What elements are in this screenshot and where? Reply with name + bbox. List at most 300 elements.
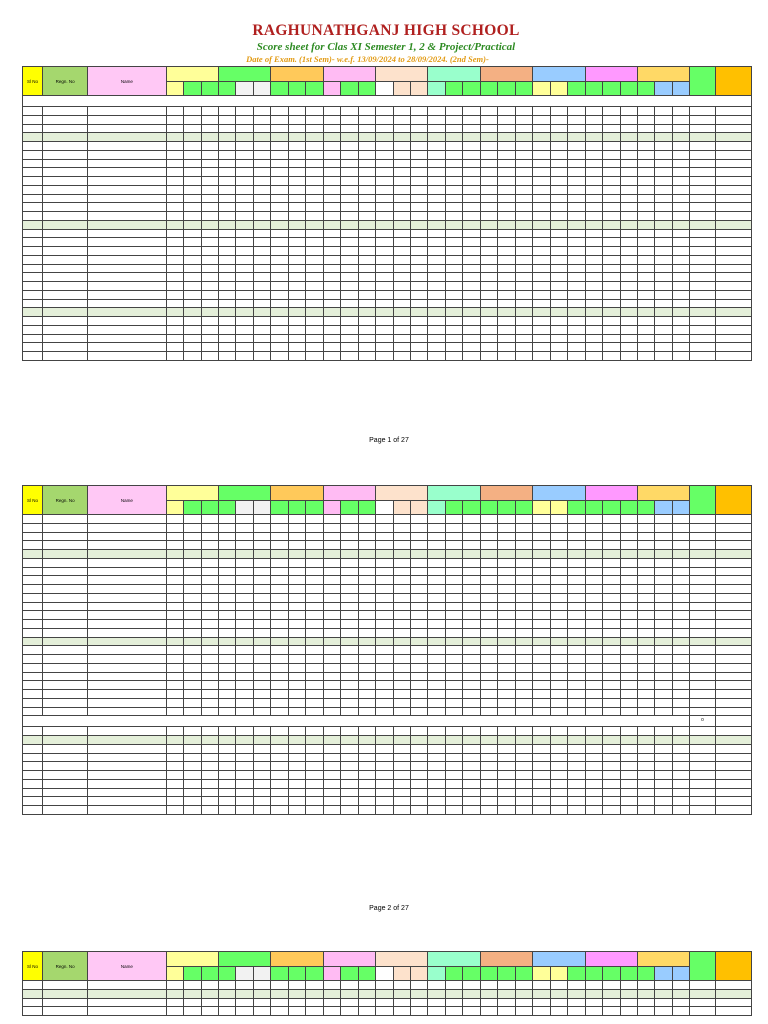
score-cell [201,981,218,990]
score-cell [358,541,375,550]
score-cell [166,655,183,664]
score-cell [620,168,637,177]
score-cell [323,255,340,264]
score-cell [184,998,201,1007]
score-cell [184,663,201,672]
score-cell [603,238,620,247]
table-row [23,727,752,736]
score-cell [480,308,497,317]
sl-no-cell [23,655,43,664]
score-cell [358,532,375,541]
total-cell [690,771,716,780]
score-cell [620,585,637,594]
score-cell [393,107,410,116]
score-cell [672,107,689,116]
score-cell [358,133,375,142]
score-cell [358,238,375,247]
score-cell [358,585,375,594]
score-cell [166,628,183,637]
score-cell [515,255,532,264]
score-cell [603,753,620,762]
score-cell [480,567,497,576]
regn-no-header: Regn. No [43,952,88,981]
score-cell [306,611,323,620]
score-cell [236,655,253,664]
score-cell [480,343,497,352]
sl-no-cell [23,727,43,736]
score-cell [637,593,654,602]
exam-date-line: Date of Exam. (1st Sem)- w.e.f. 13/09/2024 to 28/09/2024. (2nd Sem)- [246,54,489,64]
score-cell [236,334,253,343]
score-cell [550,989,567,998]
score-cell [428,212,445,221]
name-cell [88,727,166,736]
score-cell [603,646,620,655]
score-cell [218,107,235,116]
sub-column-header [515,501,532,515]
score-cell [271,779,288,788]
score-cell [306,515,323,524]
score-cell [201,788,218,797]
score-cell [637,334,654,343]
score-cell [393,308,410,317]
score-cell [411,124,428,133]
score-cell [323,308,340,317]
score-cell [411,185,428,194]
score-cell [341,806,358,815]
score-cell [428,762,445,771]
score-cell [184,567,201,576]
score-cell [411,343,428,352]
name-cell [88,352,166,361]
score-cell [341,185,358,194]
score-cell [655,255,672,264]
score-cell [603,177,620,186]
score-cell [550,150,567,159]
score-cell [637,663,654,672]
score-cell [306,628,323,637]
score-cell [218,247,235,256]
score-cell [323,620,340,629]
score-cell [288,690,305,699]
score-cell [218,523,235,532]
score-cell [463,576,480,585]
score-cell [253,602,270,611]
score-cell [288,550,305,559]
score-cell [376,744,393,753]
score-cell [585,352,602,361]
score-cell [288,727,305,736]
table-row [23,107,752,116]
score-cell [655,646,672,655]
final-cell [716,194,752,203]
regn-no-header: Regn. No [43,67,88,96]
score-cell [166,637,183,646]
score-cell [533,637,550,646]
score-cell [568,762,585,771]
score-cell [341,317,358,326]
score-cell [218,159,235,168]
score-cell [341,212,358,221]
total-cell [690,220,716,229]
score-cell [498,576,515,585]
score-cell [655,727,672,736]
score-cell [236,255,253,264]
score-cell [428,107,445,116]
score-cell [568,107,585,116]
sl-no-cell [23,797,43,806]
score-cell [411,779,428,788]
score-cell [515,585,532,594]
score-cell [445,532,462,541]
score-cell [515,168,532,177]
score-cell [533,1007,550,1016]
score-cell [655,681,672,690]
score-cell [236,238,253,247]
score-cell [253,255,270,264]
final-cell [716,532,752,541]
score-cell [358,334,375,343]
score-cell [411,558,428,567]
score-cell [515,115,532,124]
regn-no-cell [43,1007,88,1016]
score-cell [376,646,393,655]
score-cell [166,273,183,282]
score-cell [620,343,637,352]
score-cell [393,290,410,299]
score-cell [253,797,270,806]
score-cell [306,247,323,256]
score-cell [218,797,235,806]
score-cell [550,663,567,672]
final-cell [716,690,752,699]
score-cell [655,672,672,681]
score-cell [445,663,462,672]
table-row [23,343,752,352]
score-cell [585,159,602,168]
score-cell [201,168,218,177]
score-cell [358,681,375,690]
score-cell [603,532,620,541]
score-cell [672,620,689,629]
score-cell [428,352,445,361]
score-cell [533,672,550,681]
score-cell [166,558,183,567]
sub-column-header [341,967,358,981]
score-cell [218,541,235,550]
score-cell [445,550,462,559]
score-cell [323,317,340,326]
score-cell [271,550,288,559]
school-title: RAGHUNATHGANJ HIGH SCHOOL [252,22,520,39]
regn-no-cell [43,541,88,550]
score-cell [515,212,532,221]
final-cell [716,177,752,186]
score-cell [218,762,235,771]
score-cell [218,203,235,212]
score-cell [445,212,462,221]
score-cell [568,620,585,629]
score-cell [341,998,358,1007]
score-cell [533,806,550,815]
score-cell [341,585,358,594]
score-cell [341,628,358,637]
score-cell [411,282,428,291]
table-row [23,247,752,256]
score-cell [568,646,585,655]
score-cell [445,229,462,238]
score-cell [166,532,183,541]
name-cell [88,142,166,151]
score-cell [480,133,497,142]
name-cell [88,806,166,815]
score-cell [637,567,654,576]
regn-no-cell [43,317,88,326]
score-cell [411,981,428,990]
score-cell [428,585,445,594]
name-cell [88,797,166,806]
score-cell [533,611,550,620]
sub-column-header [463,501,480,515]
score-cell [480,806,497,815]
regn-no-cell [43,515,88,524]
score-cell [358,788,375,797]
sl-no-cell [23,698,43,707]
score-cell [271,220,288,229]
score-cell [393,797,410,806]
sl-no-cell [23,177,43,186]
score-cell [253,788,270,797]
score-cell [603,317,620,326]
score-cell [411,515,428,524]
score-cell [184,762,201,771]
score-cell [393,736,410,745]
score-cell [323,672,340,681]
score-cell [637,806,654,815]
name-cell [88,185,166,194]
score-cell [341,107,358,116]
score-cell [306,771,323,780]
score-cell [218,115,235,124]
score-cell [166,247,183,256]
score-cell [463,541,480,550]
score-cell [236,602,253,611]
score-cell [585,655,602,664]
score-cell [480,541,497,550]
final-cell [716,611,752,620]
score-cell [568,255,585,264]
score-cell [533,736,550,745]
score-cell [637,550,654,559]
score-cell [376,238,393,247]
score-cell [637,247,654,256]
score-cell [568,567,585,576]
score-cell [306,229,323,238]
score-cell [585,515,602,524]
sub-column-header [306,501,323,515]
score-cell [428,238,445,247]
regn-no-cell [43,698,88,707]
score-cell [585,989,602,998]
score-cell [271,637,288,646]
score-cell [655,655,672,664]
sub-column-header [445,82,462,96]
score-cell [445,576,462,585]
score-cell [533,550,550,559]
sub-column-header [358,82,375,96]
score-cell [166,115,183,124]
score-cell [568,264,585,273]
score-cell [463,334,480,343]
score-cell [411,593,428,602]
score-cell [445,115,462,124]
score-cell [568,325,585,334]
score-cell [358,299,375,308]
regn-no-cell [43,185,88,194]
table-row [23,620,752,629]
score-cell [620,515,637,524]
score-cell [585,532,602,541]
score-cell [637,325,654,334]
final-cell [716,567,752,576]
score-cell [236,620,253,629]
name-cell [88,707,166,716]
score-cell [550,325,567,334]
score-cell [323,681,340,690]
name-cell [88,229,166,238]
score-cell [637,585,654,594]
name-cell [88,655,166,664]
score-cell [568,273,585,282]
score-cell [445,343,462,352]
score-cell [166,150,183,159]
score-cell [480,672,497,681]
name-cell [88,998,166,1007]
score-cell [411,142,428,151]
score-cell [498,593,515,602]
total-cell [690,998,716,1007]
score-cell [498,698,515,707]
table-row [23,981,752,990]
score-cell [498,637,515,646]
score-cell [498,744,515,753]
score-cell [341,523,358,532]
score-cell [428,142,445,151]
score-cell [637,989,654,998]
regn-no-cell [43,663,88,672]
final-cell [716,736,752,745]
score-cell [445,797,462,806]
score-cell [253,1007,270,1016]
score-cell [480,663,497,672]
sub-column-header [480,82,497,96]
score-cell [568,593,585,602]
table-row [23,736,752,745]
score-cell [533,727,550,736]
score-cell [655,1007,672,1016]
score-cell [637,698,654,707]
score-cell [533,981,550,990]
score-cell [620,532,637,541]
score-table [22,951,752,1016]
sub-column-header [166,501,183,515]
score-cell [672,343,689,352]
score-cell [533,290,550,299]
score-cell [218,727,235,736]
score-cell [603,168,620,177]
table-row [23,212,752,221]
score-cell [323,989,340,998]
score-cell [323,1007,340,1016]
score-cell [376,107,393,116]
score-cell [393,352,410,361]
score-cell [271,229,288,238]
score-cell [166,325,183,334]
final-cell [716,150,752,159]
section-row [23,716,752,727]
page-footer: Page 1 of 27 [369,437,409,444]
score-cell [655,541,672,550]
score-cell [358,255,375,264]
score-cell [445,255,462,264]
score-cell [568,727,585,736]
score-cell [288,229,305,238]
score-cell [515,352,532,361]
sl-no-cell [23,672,43,681]
score-cell [498,771,515,780]
final-cell [716,753,752,762]
score-cell [637,133,654,142]
score-cell [323,690,340,699]
sub-column-header [288,501,305,515]
score-cell [253,585,270,594]
score-cell [515,788,532,797]
name-cell [88,541,166,550]
score-cell [341,989,358,998]
score-cell [288,299,305,308]
table-row [23,681,752,690]
score-cell [236,264,253,273]
score-cell [515,593,532,602]
total-cell [690,168,716,177]
score-cell [620,247,637,256]
score-cell [655,159,672,168]
score-cell [672,744,689,753]
score-cell [428,317,445,326]
score-cell [620,672,637,681]
score-cell [288,981,305,990]
score-cell [585,602,602,611]
score-cell [393,771,410,780]
score-cell [376,550,393,559]
score-cell [393,628,410,637]
score-cell [585,681,602,690]
score-cell [166,550,183,559]
score-cell [620,698,637,707]
score-cell [376,727,393,736]
section-row [23,96,752,107]
score-cell [166,806,183,815]
sub-column-header [655,967,672,981]
regn-no-cell [43,168,88,177]
score-cell [236,771,253,780]
score-cell [271,159,288,168]
score-cell [218,981,235,990]
score-cell [672,124,689,133]
score-cell [672,981,689,990]
score-cell [498,308,515,317]
score-cell [515,646,532,655]
